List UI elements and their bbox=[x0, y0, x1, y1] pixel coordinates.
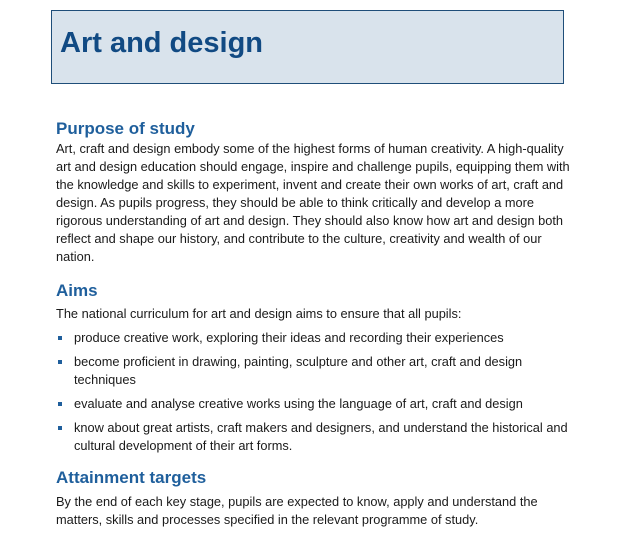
aims-intro: The national curriculum for art and design aims to ensure that all pupils: bbox=[56, 306, 462, 321]
list-item bbox=[56, 419, 576, 455]
aims-item-text: evaluate and analyse creative works using the language of art, craft and design bbox=[74, 396, 523, 411]
attainment-heading: Attainment targets bbox=[56, 468, 207, 487]
aims-list bbox=[56, 329, 576, 455]
bullet-icon bbox=[58, 360, 62, 364]
aims-section bbox=[56, 280, 576, 455]
purpose-section bbox=[56, 118, 576, 266]
aims-heading: Aims bbox=[56, 281, 98, 300]
bullet-icon bbox=[58, 336, 62, 340]
list-item bbox=[56, 329, 576, 347]
title-banner bbox=[51, 10, 564, 84]
bullet-icon bbox=[58, 426, 62, 430]
attainment-section bbox=[56, 467, 576, 529]
attainment-body: By the end of each key stage, pupils are expected to know, apply and understand the matters, skills and processes specified in the relevant programme of study. bbox=[56, 494, 538, 527]
aims-item-text: know about great artists, craft makers and designers, and understand the historical and cultural development of their art forms. bbox=[74, 420, 568, 453]
page-title: Art and design bbox=[60, 27, 264, 59]
list-item bbox=[56, 353, 576, 389]
aims-item-text: become proficient in drawing, painting, sculpture and other art, craft and design techniques bbox=[74, 354, 523, 387]
list-item bbox=[56, 395, 576, 413]
aims-item-text: produce creative work, exploring their ideas and recording their experiences bbox=[74, 330, 504, 345]
purpose-body: Art, craft and design embody some of the highest forms of human creativity. A high-quality art and design education should engage, inspire and challenge pupils, equipping them with the knowledge and skills to experiment, invent and create their own works of art, craft and design. As pupils progress, they should be able to think critically and develop a more rigorous understanding of art and design. They should also know how art and design both reflect and shape our history, and contribute to the culture, creativity and wealth of our nation. bbox=[56, 141, 570, 264]
bullet-icon bbox=[58, 402, 62, 406]
purpose-heading: Purpose of study bbox=[56, 119, 195, 138]
